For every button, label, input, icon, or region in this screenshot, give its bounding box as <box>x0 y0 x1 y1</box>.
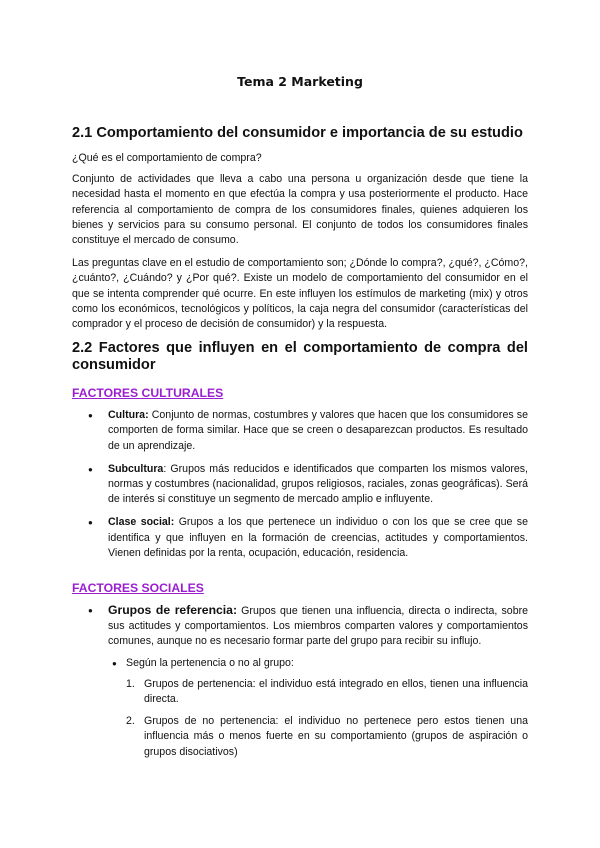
sub-list <box>108 656 528 760</box>
item-number: 1. <box>126 677 135 690</box>
social-factors-list <box>72 603 528 760</box>
paragraph-definition: Conjunto de actividades que lleva a cabo una persona u organización desde que tiene la necesidad hasta el momento en que efectúa la compra y usa posteriormente el producto. Hace referencia al comportamiento de compra de los consumidores finales, quienes adquieren los bienes y servicios para su consumo personal. El conjunto de todos los consumidores finales constituye el mercado de consumo. <box>72 173 528 247</box>
section-2-1-heading: 2.1 Comportamiento del consumidor e importancia de su estudio <box>72 125 523 141</box>
numbered-item <box>126 677 528 707</box>
term: Subcultura <box>108 462 164 475</box>
list-item <box>72 603 528 760</box>
factores-culturales-link[interactable]: FACTORES CULTURALES <box>72 386 224 401</box>
term: Grupos de referencia: <box>108 603 238 618</box>
description: Grupos a los que pertenece un individuo o con los que se cree que se identifica y que influyen en la formación de creencias, actitudes y comportamientos. Vienen definidas por la renta, ocupación, educación, residencia. <box>108 516 528 559</box>
description: Grupos que tienen una influencia, directa o indirecta, sobre sus actitudes y comportamientos. Los miembros comparten valores y comportamientos comunes, aunque no es necesario formar parte del grupo para recibir su influjo. <box>108 605 529 648</box>
item-number: 2. <box>126 715 135 728</box>
list-item <box>72 408 528 454</box>
sub-list-item <box>108 656 528 760</box>
sub-bullet-text: Según la pertenencia o no al grupo: <box>126 656 294 669</box>
numbered-list <box>126 677 528 760</box>
document-title: Tema 2 Marketing <box>237 74 363 89</box>
paragraph-key-questions: Las preguntas clave en el estudio de comportamiento son; ¿Dónde lo compra?, ¿qué?, ¿Cómo?, ¿cuánto?, ¿Cuándo? y ¿Por qué?. Existe un modelo de comportamiento del consumidor en el que se intenta comprender qué ocurre. En este influyen los estímulos de marketing (mix) y otros como los económicos, tecnológicos y políticos, la caja negra del consumidor (características del comprador y el proceso de decisión de consumidor) y la respuesta. <box>72 257 528 331</box>
description: Conjunto de normas, costumbres y valores que hacen que los consumidores se comporten de forma similar. Hace que se creen o desaparezcan productos. Es resultado de un aprendizaje. <box>108 409 528 452</box>
term: Clase social: <box>108 516 175 529</box>
list-item <box>72 462 528 508</box>
list-item <box>72 515 528 561</box>
numbered-item <box>126 714 528 760</box>
term: Cultura: <box>108 409 149 422</box>
item-text: Grupos de pertenencia: el individuo está integrado en ellos, tienen una influencia directa. <box>144 677 528 706</box>
factores-sociales-link[interactable]: FACTORES SOCIALES <box>72 581 204 596</box>
cultural-factors-list <box>72 408 528 561</box>
section-2-2-heading: 2.2 Factores que influyen en el comportamiento de compra del consumidor <box>72 340 528 374</box>
description: : Grupos más reducidos e identificados que comparten los mismos valores, normas y costumbres (nacionalidad, grupos religiosos, raciales, zonas geográficas). Será de interés si constituye un segmento de mercado amplio e influyente. <box>108 462 528 506</box>
item-text: Grupos de no pertenencia: el individuo no pertenece pero estos tienen una influencia más o menos fuerte en su comportamiento (grupos de aspiración o grupos disociativos) <box>144 715 528 758</box>
question-text: ¿Qué es el comportamiento de compra? <box>72 152 262 164</box>
